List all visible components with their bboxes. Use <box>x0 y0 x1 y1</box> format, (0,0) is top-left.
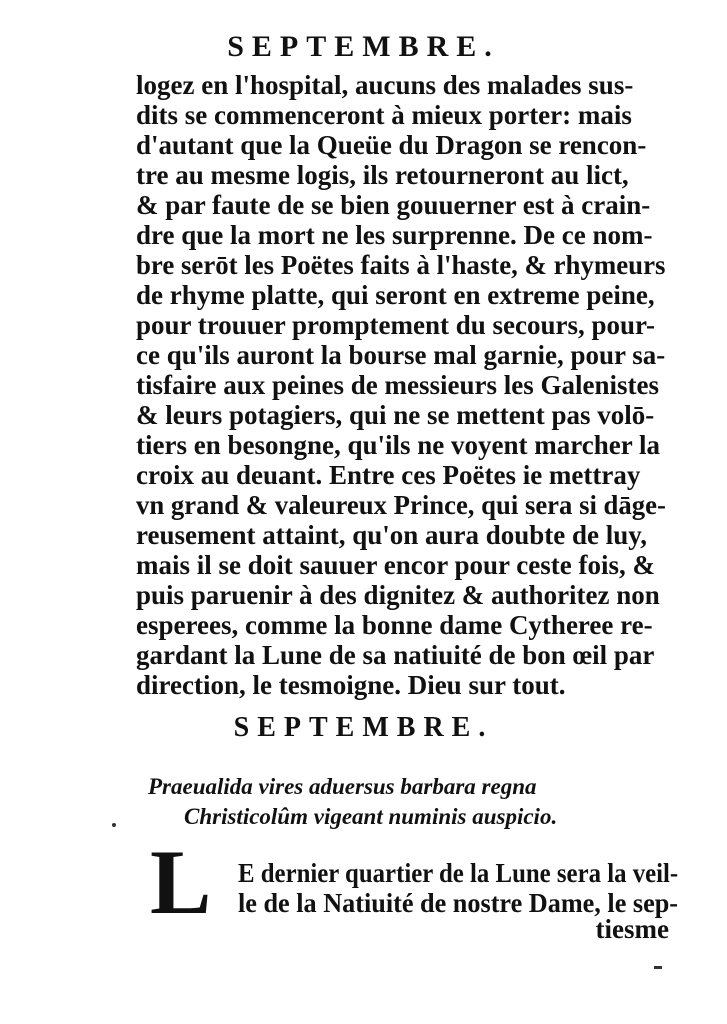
motto-line: Christicolûm vigeant numinis auspicio. <box>184 804 558 829</box>
text-line: gardant la Lune de sa natiuité de bon œil par <box>136 640 655 670</box>
motto-line: Praeualida vires aduersus barbara regna <box>148 774 537 799</box>
text-line: tre au mesme logis, ils retourneront au lict, <box>136 160 629 190</box>
text-line: le de la Natiuité de nostre Dame, le sep- <box>238 888 679 918</box>
text-line: d'autant que la Queüe du Dragon se rencon- <box>136 130 647 160</box>
text-line: dits se commenceront à mieux porter: mais <box>136 100 632 130</box>
text-line: & leurs potagiers, qui ne se mettent pas volō- <box>136 400 655 430</box>
running-head: SEPTEMBRE. <box>227 30 500 63</box>
text-line: direction, le tesmoigne. Dieu sur tout. <box>136 670 566 700</box>
text-line: E dernier quartier de la Lune sera la veil- <box>238 858 679 888</box>
text-line: de rhyme platte, qui seront en extreme peine, <box>136 280 655 310</box>
drop-cap-initial: L <box>150 831 212 933</box>
text-line: bre serōt les Poëtes faits à l'haste, & rhymeurs <box>136 250 666 280</box>
text-line: & par faute de se bien gouuerner est à crain- <box>136 190 651 220</box>
text-line: tisfaire aux peines de messieurs les Galenistes <box>136 370 659 400</box>
text-line: mais il se doit sauuer encor pour ceste fois, & <box>136 550 655 580</box>
text-line: tiers en besongne, qu'ils ne voyent marcher la <box>136 430 660 460</box>
ink-speck <box>654 966 662 969</box>
motto <box>148 772 668 832</box>
catchword: tiesme <box>595 914 669 944</box>
body-text <box>136 70 666 700</box>
section-heading: SEPTEMBRE. <box>233 712 494 743</box>
text-line: pour trouuer promptement du secours, pour- <box>136 310 656 340</box>
text-line: reusement attaint, qu'on aura doubte de luy, <box>136 520 648 550</box>
paragraph <box>238 858 678 918</box>
text-line: dre que la mort ne les surprenne. De ce nom- <box>136 220 653 250</box>
text-line: croix au deuant. Entre ces Poëtes ie mettray <box>136 460 641 490</box>
text-line: esperees, comme la bonne dame Cytheree re- <box>136 610 653 640</box>
text-line: logez en l'hospital, aucuns des malades sus- <box>136 70 634 100</box>
text-line: vn grand & valeureux Prince, qui sera si dāge- <box>136 490 666 520</box>
ink-speck <box>112 823 116 827</box>
text-line: puis paruenir à des dignitez & authoritez non <box>136 580 660 610</box>
text-line: ce qu'ils auront la bourse mal garnie, pour sa- <box>136 340 666 370</box>
